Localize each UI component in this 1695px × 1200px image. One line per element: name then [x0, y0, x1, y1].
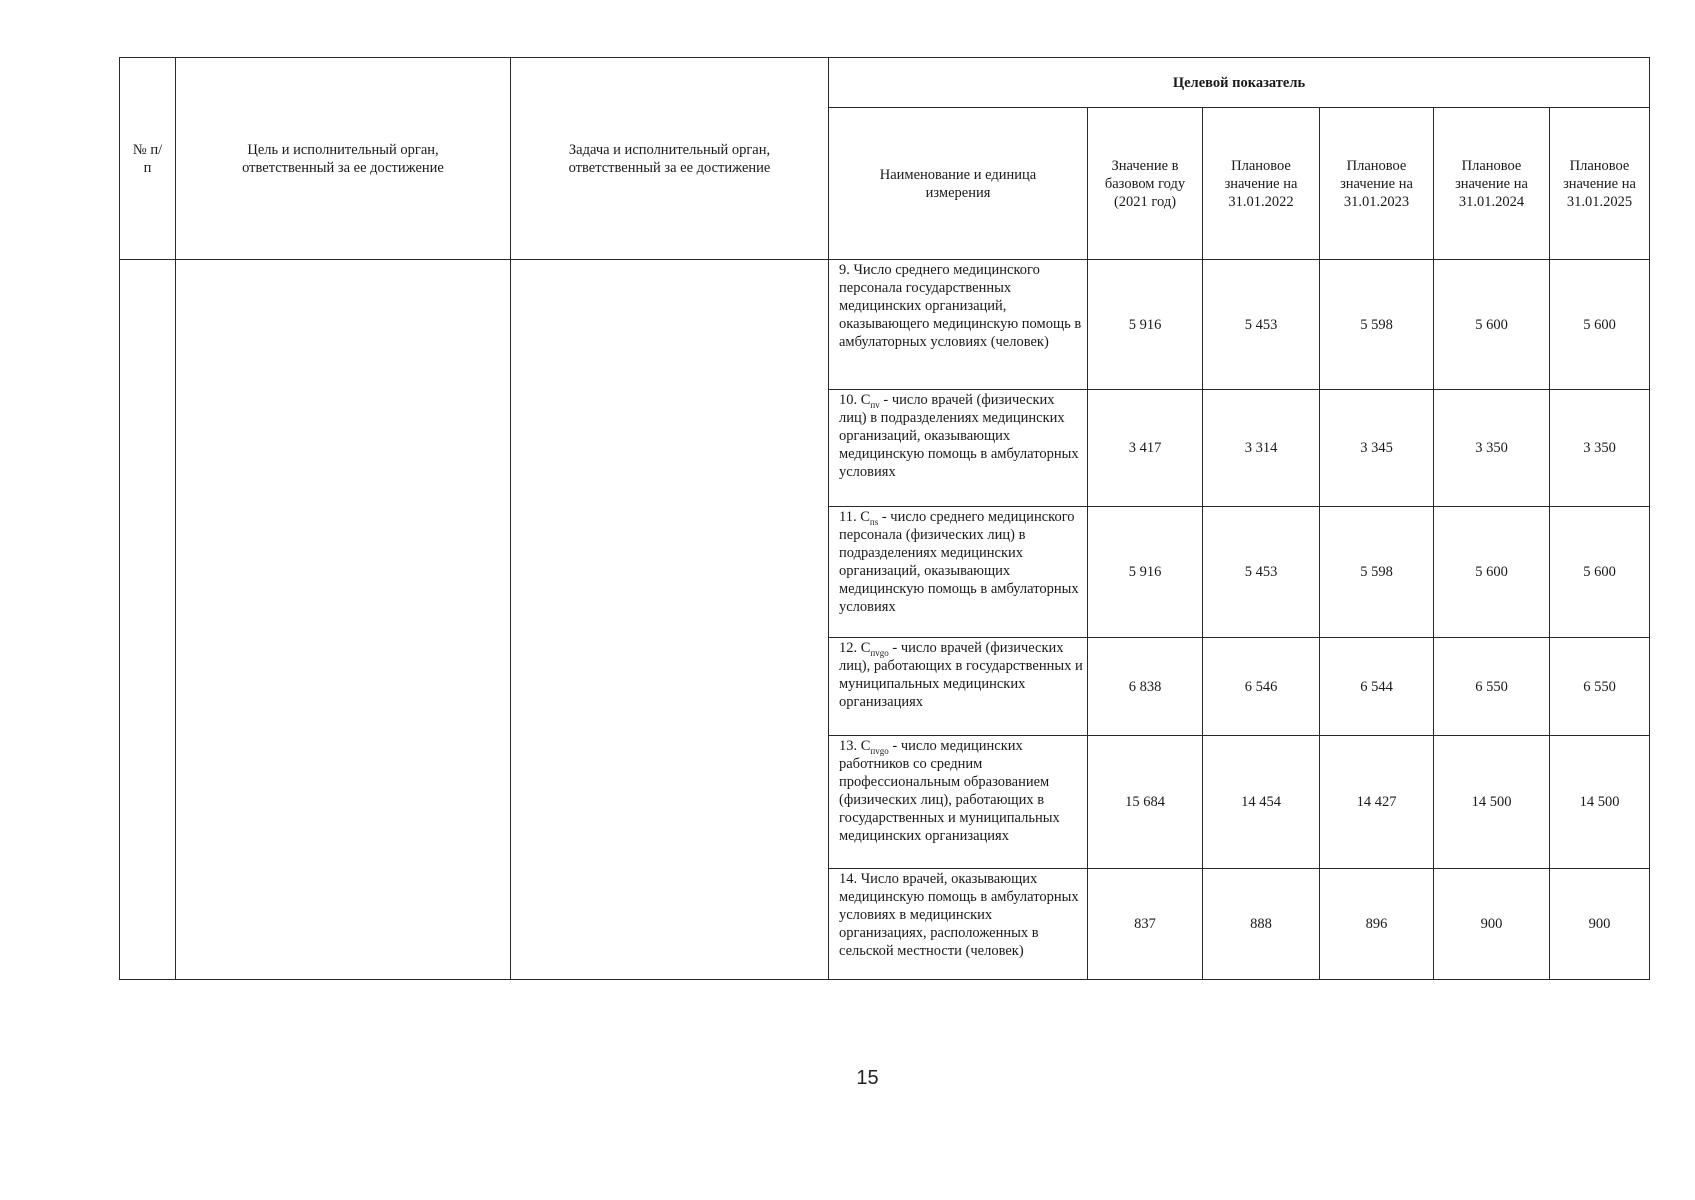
header-plan-2023-label: Плановое значение на 31.01.2023	[1340, 157, 1413, 210]
header-target-label: Целевой показатель	[1172, 74, 1306, 91]
header-number	[120, 58, 176, 260]
table-row	[120, 260, 1650, 390]
header-number-label: № п/п	[132, 141, 163, 176]
indicator-name: 11. $С_{пs}$ - число среднего медицинского персонала (физических лиц) в подразделениях медицинских организаций, оказывающих медицинскую помощь в амбулаторных условиях	[829, 507, 1088, 638]
base-value: 15 684	[1088, 736, 1203, 869]
header-plan-2025-label: Плановое значение на 31.01.2025	[1563, 157, 1636, 210]
plan-2023-value: 5 598	[1320, 507, 1434, 638]
plan-2022-value: 5 453	[1203, 507, 1320, 638]
plan-2024-value: 5 600	[1434, 260, 1550, 390]
indicator-name: 10. $С_{пv}$ - число врачей (физических лиц) в подразделениях медицинских организаций, оказывающих медицинскую помощь в амбулаторных условиях	[829, 390, 1088, 507]
base-value: 5 916	[1088, 260, 1203, 390]
plan-2022-value: 6 546	[1203, 638, 1320, 736]
indicator-name: 9. Число среднего медицинского персонала государственных медицинских организаций, оказывающего медицинскую помощь в амбулаторных условиях (человек)	[829, 260, 1088, 390]
plan-2024-value: 3 350	[1434, 390, 1550, 507]
base-value: 5 916	[1088, 507, 1203, 638]
header-task	[511, 58, 829, 260]
plan-2025-value: 900	[1550, 869, 1650, 980]
plan-2025-value: 5 600	[1550, 260, 1650, 390]
plan-2022-value: 3 314	[1203, 390, 1320, 507]
plan-2025-value: 3 350	[1550, 390, 1650, 507]
plan-2023-value: 5 598	[1320, 260, 1434, 390]
page-number: 15	[856, 1067, 879, 1089]
base-value: 6 838	[1088, 638, 1203, 736]
goal-cell	[176, 260, 511, 980]
header-plan-2024	[1434, 108, 1550, 260]
plan-2024-value: 5 600	[1434, 507, 1550, 638]
indicator-name: 13. $С_{пvgo}$ - число медицинских работников со средним профессиональным образованием (физических лиц), работающих в государственных и муниципальных медицинских организациях	[829, 736, 1088, 869]
header-plan-2022	[1203, 108, 1320, 260]
header-plan-2023	[1320, 108, 1434, 260]
plan-2024-value: 6 550	[1434, 638, 1550, 736]
task-cell	[511, 260, 829, 980]
plan-2022-value: 14 454	[1203, 736, 1320, 869]
plan-2023-value: 3 345	[1320, 390, 1434, 507]
plan-2023-value: 6 544	[1320, 638, 1434, 736]
header-name-unit-label: Наименование и единица измерения	[879, 166, 1037, 201]
base-value: 3 417	[1088, 390, 1203, 507]
plan-2023-value: 896	[1320, 869, 1434, 980]
indicators-table	[119, 57, 1650, 980]
plan-2022-value: 5 453	[1203, 260, 1320, 390]
header-plan-2022-label: Плановое значение на 31.01.2022	[1224, 157, 1298, 210]
plan-2024-value: 14 500	[1434, 736, 1550, 869]
plan-2022-value: 888	[1203, 869, 1320, 980]
header-target	[829, 58, 1650, 108]
header-goal-label: Цель и исполнительный орган, ответственный за ее достижение	[242, 141, 444, 176]
plan-2025-value: 5 600	[1550, 507, 1650, 638]
header-goal	[176, 58, 511, 260]
header-plan-2024-label: Плановое значение на 31.01.2024	[1455, 157, 1528, 210]
header-name-unit	[829, 108, 1088, 260]
number-cell	[120, 260, 176, 980]
plan-2024-value: 900	[1434, 869, 1550, 980]
plan-2023-value: 14 427	[1320, 736, 1434, 869]
base-value: 837	[1088, 869, 1203, 980]
indicator-name: 12. $С_{пvgo}$ - число врачей (физических лиц), работающих в государственных и муниципальных медицинских организациях	[829, 638, 1088, 736]
header-row-1	[120, 58, 1650, 108]
header-task-label: Задача и исполнительный орган, ответственный за ее достижение	[568, 141, 771, 176]
header-base-value	[1088, 108, 1203, 260]
header-base-value-label: Значение в базовом году (2021 год)	[1104, 157, 1186, 210]
plan-2025-value: 6 550	[1550, 638, 1650, 736]
header-plan-2025	[1550, 108, 1650, 260]
indicator-name: 14. Число врачей, оказывающих медицинскую помощь в амбулаторных условиях в медицинских организациях, расположенных в сельской местности (человек)	[829, 869, 1088, 980]
plan-2025-value: 14 500	[1550, 736, 1650, 869]
